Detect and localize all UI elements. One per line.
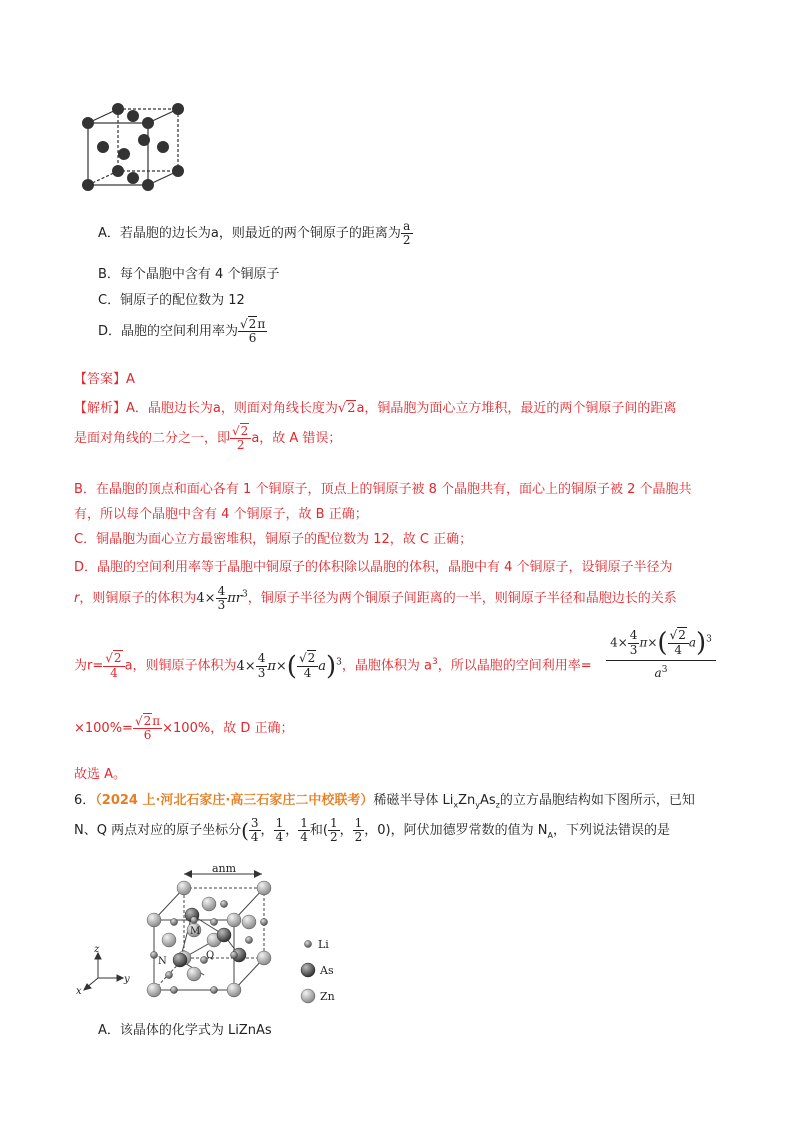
answer-line: 【答案】A [74, 372, 135, 387]
analysis-d-line3: 为r= $\frac{√2}{4}$ a，则铜原子体积为4× $\frac{4}{3}$ π×( $\frac{√2}{4}$ a)$^3$，晶胞体积为 $a^3$，所以晶胞的空间利用率= [74, 651, 592, 681]
edge-label: anm [212, 862, 237, 875]
legend-li-symbol [305, 941, 312, 948]
label-m: M [190, 926, 201, 937]
q5-option-b: B．每个晶胞中含有 4 个铜原子 [98, 267, 280, 282]
legend-zn-label: Zn [320, 990, 335, 1003]
lizna-cell-figure [74, 860, 364, 1010]
axis-z: z [94, 944, 100, 955]
q5-option-c: C．铜原子的配位数为 12 [98, 293, 245, 308]
analysis-d-line4: ×100%= $\frac{√2\pi}{6}$ ×100%，故 D 正确； [74, 714, 294, 743]
analysis-d-line1: D．晶胞的空间利用率等于晶胞中铜原子的体积除以晶胞的体积，晶胞中有 4 个铜原子，设铜原子半径为 [74, 560, 673, 575]
analysis-c-line: C．铜晶胞为面心立方最密堆积，铜原子的配位数为 12，故 C 正确； [74, 532, 473, 547]
analysis-b-line2: 有，所以每个晶胞中含有 4 个铜原子，故 B 正确； [74, 507, 368, 522]
axis-y: y [124, 974, 130, 985]
analysis-a-line1: 【解析】A．晶胞边长为a，则面对角线长度为√2a，铜晶胞为面心立方堆积，最近的两个铜原子间的距离 [74, 401, 677, 416]
q6-option-a: A．该晶体的化学式为 LiZnAs [98, 1023, 272, 1038]
analysis-d-line2: r，则铜原子的体积为4× $\frac{4}{3}$ $\pi r^3$，铜原子半径为两个铜原子间距离的一半，则铜原子半径和晶胞边长的关系 [74, 584, 677, 613]
q5-option-a: A．若晶胞的边长为a，则最近的两个铜原子的距离为 $\frac{a}{2}$ [98, 219, 411, 248]
analysis-b-line1: B．在晶胞的顶点和面心各有 1 个铜原子，顶点上的铜原子被 8 个晶胞共有，面心上的铜原子被 2 个晶胞共 [74, 482, 692, 497]
q5-option-d: D．晶胞的空间利用率为 $\frac{√2\pi}{6}$ [98, 317, 266, 346]
analysis-a-line2: 是面对角线的二分之一，即 $\frac{√2}{2}$ a，故 A 错误； [74, 424, 342, 453]
legend-zn-symbol [301, 989, 315, 1003]
fcc-cell-figure [70, 95, 200, 200]
label-n: N [158, 956, 167, 967]
analysis-conclusion: 故选 A。 [74, 767, 127, 782]
legend-as-symbol [301, 963, 315, 977]
q6-stem-line1: 6．（2024 上·河北石家庄·高三石家庄二中校联考）稀磁半导体 $Li_xZn_yAs_z$的立方晶胞结构如下图所示，已知 [74, 793, 695, 810]
analysis-rate-fraction: 4× $\frac{4}{3}$ π×( $\frac{√2}{4}$ a)$^3$ $a^3$ [606, 628, 716, 680]
legend-li-label: Li [318, 938, 329, 951]
legend-as-label: As [320, 964, 334, 977]
q5-option-a-fraction: $\frac{a}{2}$ [402, 219, 411, 248]
label-q: Q [206, 950, 215, 961]
q6-stem-line2: N、Q 两点对应的原子坐标分( $\frac{3}{4}$ ， $\frac{1}{4}$ ， $\frac{1}{4}$ 和( $\frac{1}{2}$ ， $\frac{1}{2}$ ，0)，阿伏加德罗常数的值为 $N_A$，下列说法错误的是 [74, 816, 670, 845]
axis-x: x [76, 986, 82, 997]
